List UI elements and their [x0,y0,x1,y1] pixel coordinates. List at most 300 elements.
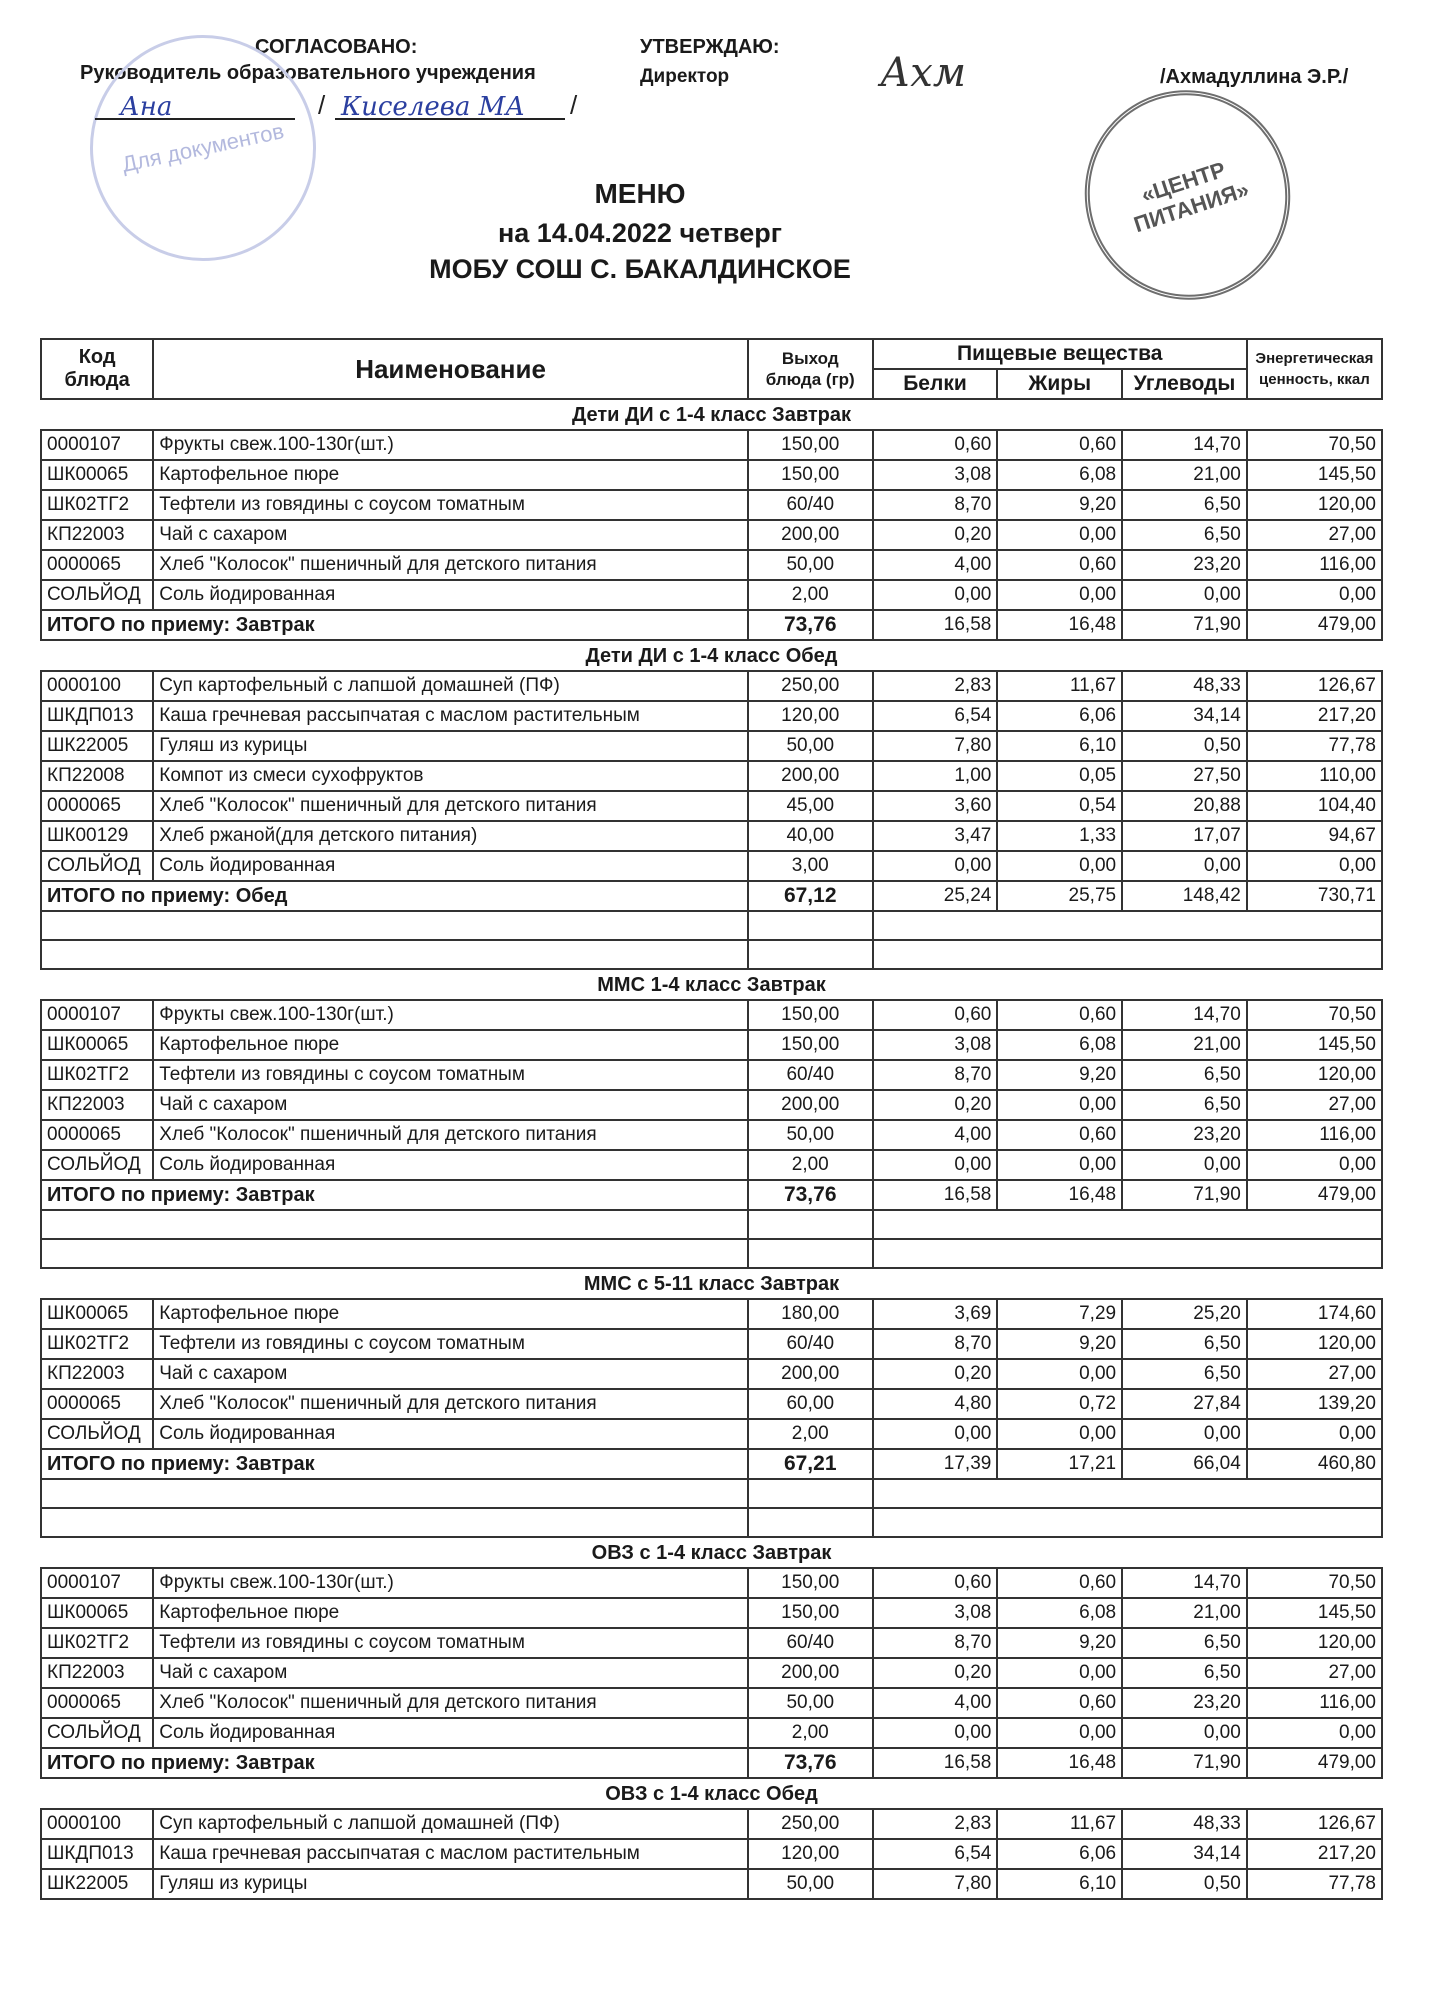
table-row [41,1658,1382,1688]
cell-yield: 60/40 [748,1329,873,1359]
cell-yield: 150,00 [748,460,873,490]
total-carbs: 71,90 [1122,610,1247,640]
cell-name: Фрукты свеж.100-130г(шт.) [153,1568,748,1598]
cell-yield: 60,00 [748,1389,873,1419]
header-code: Код блюда [41,339,153,399]
cell-code: 0000065 [41,1389,153,1419]
cell-fats: 0,60 [997,1688,1122,1718]
table-row [41,550,1382,580]
cell-carbs: 21,00 [1122,1030,1247,1060]
table-row [41,1120,1382,1150]
cell-energy: 116,00 [1247,1688,1382,1718]
section-header [41,640,1382,671]
cell-code: ШК00065 [41,1598,153,1628]
cell-fats: 0,60 [997,1000,1122,1030]
cell-name: Соль йодированная [153,1150,748,1180]
cell-energy: 104,40 [1247,791,1382,821]
cell-name: Тефтели из говядины с соусом томатным [153,1628,748,1658]
total-carbs: 71,90 [1122,1180,1247,1210]
cell-yield: 60/40 [748,490,873,520]
cell-energy: 116,00 [1247,550,1382,580]
total-row [41,881,1382,911]
cell-code: ШК00065 [41,1299,153,1329]
cell-code: КП22003 [41,1090,153,1120]
section-title: ОВЗ с 1-4 класс Обед [41,1778,1382,1809]
cell-name: Хлеб "Колосок" пшеничный для детского питания [153,550,748,580]
menu-date: на 14.04.2022 четверг [497,218,782,248]
cell-energy: 0,00 [1247,851,1382,881]
agreed-subtitle: Руководитель образовательного учреждения [80,62,536,84]
cell-name: Чай с сахаром [153,1359,748,1389]
cell-fats: 0,00 [997,851,1122,881]
cell-name: Хлеб ржаной(для детского питания) [153,821,748,851]
cell-proteins: 8,70 [873,1060,998,1090]
table-row [41,1839,1382,1869]
cell-name: Каша гречневая рассыпчатая с маслом растительным [153,1839,748,1869]
cell-energy: 217,20 [1247,701,1382,731]
cell-carbs: 0,00 [1122,1419,1247,1449]
cell-code: 0000107 [41,1568,153,1598]
cell-fats: 11,67 [997,671,1122,701]
cell-yield: 45,00 [748,791,873,821]
cell-proteins: 0,00 [873,1419,998,1449]
blank-cell [748,1479,873,1508]
table-row [41,490,1382,520]
blank-cell [873,940,1382,969]
cell-name: Гуляш из курицы [153,1869,748,1899]
blank-cell [873,1239,1382,1268]
cell-energy: 0,00 [1247,1150,1382,1180]
cell-fats: 0,00 [997,1090,1122,1120]
cell-proteins: 3,69 [873,1299,998,1329]
cell-carbs: 34,14 [1122,1839,1247,1869]
menu-table [40,338,1383,1900]
cell-yield: 60/40 [748,1060,873,1090]
cell-carbs: 27,84 [1122,1389,1247,1419]
cell-energy: 0,00 [1247,580,1382,610]
table-row [41,1299,1382,1329]
cell-energy: 27,00 [1247,1658,1382,1688]
table-row [41,701,1382,731]
section-header [41,1778,1382,1809]
cell-name: Каша гречневая рассыпчатая с маслом растительным [153,701,748,731]
blank-cell [41,911,748,940]
cell-carbs: 48,33 [1122,1809,1247,1839]
cell-fats: 9,20 [997,490,1122,520]
cell-code: СОЛЬЙОД [41,1150,153,1180]
cell-code: СОЛЬЙОД [41,851,153,881]
total-row [41,1449,1382,1479]
section-header [41,969,1382,1000]
approve-title: УТВЕРЖДАЮ: [640,36,780,58]
cell-proteins: 2,83 [873,1809,998,1839]
cell-code: 0000065 [41,1688,153,1718]
cell-energy: 174,60 [1247,1299,1382,1329]
slash-divider: / [570,90,578,120]
cell-proteins: 4,00 [873,1120,998,1150]
cell-energy: 77,78 [1247,731,1382,761]
cell-fats: 9,20 [997,1329,1122,1359]
total-label: ИТОГО по приему: Завтрак [41,1180,748,1210]
cell-carbs: 25,20 [1122,1299,1247,1329]
header-carbs: Углеводы [1122,369,1247,399]
cell-carbs: 6,50 [1122,1359,1247,1389]
director-name: /Ахмадуллина Э.Р./ [1160,66,1349,88]
table-row [41,430,1382,460]
cell-carbs: 23,20 [1122,1688,1247,1718]
cell-energy: 116,00 [1247,1120,1382,1150]
table-row [41,671,1382,701]
total-fats: 16,48 [997,1748,1122,1778]
cell-name: Соль йодированная [153,1718,748,1748]
cell-proteins: 0,20 [873,520,998,550]
cell-carbs: 6,50 [1122,490,1247,520]
cell-fats: 6,06 [997,701,1122,731]
cell-proteins: 7,80 [873,731,998,761]
cell-code: КП22003 [41,1658,153,1688]
total-proteins: 16,58 [873,1748,998,1778]
menu-body [41,399,1382,1899]
cell-carbs: 0,50 [1122,1869,1247,1899]
cell-proteins: 2,83 [873,671,998,701]
cell-fats: 0,05 [997,761,1122,791]
cell-proteins: 0,00 [873,1718,998,1748]
cell-yield: 60/40 [748,1628,873,1658]
cell-fats: 0,00 [997,1419,1122,1449]
cell-carbs: 0,00 [1122,580,1247,610]
cell-code: ШК00129 [41,821,153,851]
cell-proteins: 0,00 [873,851,998,881]
blank-row [41,1239,1382,1268]
total-energy: 479,00 [1247,1180,1382,1210]
total-row [41,610,1382,640]
cell-name: Хлеб "Колосок" пшеничный для детского питания [153,1120,748,1150]
menu-title: МЕНЮ [594,178,686,209]
section-title: ОВЗ с 1-4 класс Завтрак [41,1537,1382,1568]
agreed-signature-line [95,92,295,120]
cell-code: ШК00065 [41,1030,153,1060]
cell-carbs: 14,70 [1122,1568,1247,1598]
blank-row [41,911,1382,940]
cell-energy: 126,67 [1247,671,1382,701]
cell-carbs: 21,00 [1122,1598,1247,1628]
table-row [41,1718,1382,1748]
table-row [41,1419,1382,1449]
cell-code: ШК22005 [41,731,153,761]
cell-name: Тефтели из говядины с соусом томатным [153,490,748,520]
cell-yield: 200,00 [748,1090,873,1120]
cell-yield: 200,00 [748,1359,873,1389]
cell-proteins: 4,00 [873,550,998,580]
cell-name: Картофельное пюре [153,1030,748,1060]
cell-name: Соль йодированная [153,580,748,610]
cell-proteins: 0,60 [873,1568,998,1598]
table-row [41,1329,1382,1359]
cell-name: Фрукты свеж.100-130г(шт.) [153,1000,748,1030]
blank-row [41,1479,1382,1508]
cell-yield: 150,00 [748,1598,873,1628]
total-energy: 730,71 [1247,881,1382,911]
cell-proteins: 4,00 [873,1688,998,1718]
total-proteins: 25,24 [873,881,998,911]
section-header [41,399,1382,430]
cell-fats: 0,60 [997,1120,1122,1150]
cell-energy: 126,67 [1247,1809,1382,1839]
table-row [41,1568,1382,1598]
table-row [41,761,1382,791]
cell-name: Суп картофельный с лапшой домашней (ПФ) [153,1809,748,1839]
cell-name: Гуляш из курицы [153,731,748,761]
cell-proteins: 0,60 [873,1000,998,1030]
stamp-left-text: Для документов [119,118,287,177]
cell-name: Хлеб "Колосок" пшеничный для детского питания [153,1688,748,1718]
cell-energy: 94,67 [1247,821,1382,851]
blank-cell [41,1210,748,1239]
school-name: МОБУ СОШ С. БАКАЛДИНСКОЕ [429,254,851,284]
blank-cell [41,1508,748,1537]
cell-energy: 120,00 [1247,1628,1382,1658]
cell-yield: 120,00 [748,1839,873,1869]
cell-yield: 2,00 [748,1150,873,1180]
cell-fats: 0,60 [997,1568,1122,1598]
cell-yield: 50,00 [748,550,873,580]
cell-energy: 27,00 [1247,520,1382,550]
header-yield: Выход блюда (гр) [748,339,873,399]
header-fats: Жиры [997,369,1122,399]
table-row [41,1869,1382,1899]
cell-fats: 0,00 [997,1718,1122,1748]
cell-name: Чай с сахаром [153,520,748,550]
blank-cell [41,1239,748,1268]
cell-proteins: 7,80 [873,1869,998,1899]
cell-energy: 27,00 [1247,1090,1382,1120]
cell-energy: 70,50 [1247,430,1382,460]
total-yield: 73,76 [748,610,873,640]
cell-name: Соль йодированная [153,851,748,881]
cell-fats: 6,10 [997,731,1122,761]
approve-subtitle: Директор [640,66,730,87]
cell-yield: 150,00 [748,1000,873,1030]
slash-divider: / [318,90,326,120]
cell-carbs: 0,50 [1122,731,1247,761]
total-carbs: 148,42 [1122,881,1247,911]
blank-cell [748,1508,873,1537]
cell-yield: 120,00 [748,701,873,731]
cell-fats: 0,54 [997,791,1122,821]
cell-yield: 50,00 [748,1120,873,1150]
table-row [41,1628,1382,1658]
cell-yield: 200,00 [748,1658,873,1688]
cell-fats: 0,60 [997,430,1122,460]
table-row [41,460,1382,490]
cell-proteins: 8,70 [873,1628,998,1658]
cell-proteins: 1,00 [873,761,998,791]
total-label: ИТОГО по приему: Обед [41,881,748,911]
cell-proteins: 0,00 [873,1150,998,1180]
cell-code: ШК02ТГ2 [41,490,153,520]
section-header [41,1537,1382,1568]
cell-energy: 0,00 [1247,1718,1382,1748]
cell-yield: 250,00 [748,1809,873,1839]
cell-code: 0000065 [41,791,153,821]
cell-fats: 9,20 [997,1060,1122,1090]
cell-carbs: 27,50 [1122,761,1247,791]
total-energy: 479,00 [1247,1748,1382,1778]
cell-proteins: 3,08 [873,460,998,490]
cell-code: 0000100 [41,671,153,701]
cell-carbs: 0,00 [1122,1718,1247,1748]
total-row [41,1748,1382,1778]
cell-code: СОЛЬЙОД [41,1718,153,1748]
table-row [41,1598,1382,1628]
cell-name: Хлеб "Колосок" пшеничный для детского питания [153,791,748,821]
total-carbs: 66,04 [1122,1449,1247,1479]
cell-proteins: 3,08 [873,1030,998,1060]
cell-energy: 217,20 [1247,1839,1382,1869]
cell-carbs: 17,07 [1122,821,1247,851]
table-row [41,520,1382,550]
table-row [41,1688,1382,1718]
table-row [41,791,1382,821]
cell-fats: 7,29 [997,1299,1122,1329]
total-fats: 17,21 [997,1449,1122,1479]
table-row [41,1090,1382,1120]
total-label: ИТОГО по приему: Завтрак [41,1449,748,1479]
cell-name: Хлеб "Колосок" пшеничный для детского питания [153,1389,748,1419]
cell-fats: 1,33 [997,821,1122,851]
cell-carbs: 23,20 [1122,550,1247,580]
cell-name: Тефтели из говядины с соусом томатным [153,1329,748,1359]
cell-yield: 150,00 [748,1568,873,1598]
cell-code: 0000107 [41,430,153,460]
total-energy: 479,00 [1247,610,1382,640]
total-label: ИТОГО по приему: Завтрак [41,610,748,640]
blank-cell [41,1479,748,1508]
cell-fats: 6,08 [997,1030,1122,1060]
cell-proteins: 3,47 [873,821,998,851]
cell-fats: 0,00 [997,520,1122,550]
cell-fats: 0,72 [997,1389,1122,1419]
table-row [41,1389,1382,1419]
table-row [41,1030,1382,1060]
cell-energy: 120,00 [1247,490,1382,520]
cell-code: КП22003 [41,520,153,550]
agreed-signature-name-line [335,92,565,120]
agreed-signature-name: Киселева МА [341,92,525,122]
cell-name: Суп картофельный с лапшой домашней (ПФ) [153,671,748,701]
cell-energy: 0,00 [1247,1419,1382,1449]
cell-carbs: 6,50 [1122,520,1247,550]
total-yield: 73,76 [748,1180,873,1210]
cell-yield: 200,00 [748,520,873,550]
cell-name: Картофельное пюре [153,1299,748,1329]
cell-energy: 70,50 [1247,1568,1382,1598]
cell-carbs: 48,33 [1122,671,1247,701]
agreed-title: СОГЛАСОВАНО: [255,36,418,58]
total-label: ИТОГО по приему: Завтрак [41,1748,748,1778]
blank-cell [873,1508,1382,1537]
cell-proteins: 0,00 [873,580,998,610]
cell-fats: 6,06 [997,1839,1122,1869]
total-energy: 460,80 [1247,1449,1382,1479]
section-title: Дети ДИ с 1-4 класс Завтрак [41,399,1382,430]
blank-cell [748,1239,873,1268]
cell-carbs: 6,50 [1122,1329,1247,1359]
agreed-signature: Ана [120,92,173,122]
cell-carbs: 6,50 [1122,1628,1247,1658]
cell-yield: 250,00 [748,671,873,701]
table-row [41,851,1382,881]
section-header [41,1268,1382,1299]
cell-proteins: 6,54 [873,701,998,731]
blank-row [41,940,1382,969]
cell-proteins: 8,70 [873,1329,998,1359]
table-row [41,1150,1382,1180]
cell-code: ШКДП013 [41,1839,153,1869]
cell-energy: 77,78 [1247,1869,1382,1899]
cell-proteins: 8,70 [873,490,998,520]
cell-energy: 145,50 [1247,1030,1382,1060]
total-row [41,1180,1382,1210]
cell-code: КП22008 [41,761,153,791]
cell-proteins: 0,20 [873,1359,998,1389]
cell-yield: 200,00 [748,761,873,791]
table-row [41,1809,1382,1839]
cell-carbs: 0,00 [1122,851,1247,881]
cell-code: СОЛЬЙОД [41,580,153,610]
director-signature: Ахм [880,50,967,96]
header-name: Наименование [153,339,748,399]
cell-fats: 6,10 [997,1869,1122,1899]
cell-yield: 50,00 [748,731,873,761]
section-title: ММС с 5-11 класс Завтрак [41,1268,1382,1299]
cell-code: ШК02ТГ2 [41,1329,153,1359]
stamp-right-text: «ЦЕНТР ПИТАНИЯ» [1130,156,1252,238]
cell-proteins: 0,60 [873,430,998,460]
cell-carbs: 20,88 [1122,791,1247,821]
cell-fats: 9,20 [997,1628,1122,1658]
cell-fats: 6,08 [997,460,1122,490]
cell-yield: 50,00 [748,1688,873,1718]
cell-energy: 120,00 [1247,1060,1382,1090]
cell-code: ШК22005 [41,1869,153,1899]
table-row [41,1000,1382,1030]
cell-fats: 0,00 [997,1658,1122,1688]
header-proteins: Белки [873,369,998,399]
cell-yield: 2,00 [748,1718,873,1748]
cell-code: 0000065 [41,550,153,580]
cell-name: Компот из смеси сухофруктов [153,761,748,791]
cell-carbs: 23,20 [1122,1120,1247,1150]
cell-name: Фрукты свеж.100-130г(шт.) [153,430,748,460]
cell-energy: 110,00 [1247,761,1382,791]
header-energy: Энергетическая ценность, ккал [1247,339,1382,399]
cell-name: Картофельное пюре [153,1598,748,1628]
total-proteins: 17,39 [873,1449,998,1479]
cell-code: 0000065 [41,1120,153,1150]
cell-name: Соль йодированная [153,1419,748,1449]
cell-energy: 70,50 [1247,1000,1382,1030]
total-yield: 73,76 [748,1748,873,1778]
blank-cell [748,940,873,969]
cell-fats: 11,67 [997,1809,1122,1839]
cell-code: СОЛЬЙОД [41,1419,153,1449]
cell-proteins: 0,20 [873,1090,998,1120]
cell-proteins: 3,08 [873,1598,998,1628]
cell-carbs: 21,00 [1122,460,1247,490]
blank-cell [873,1210,1382,1239]
cell-fats: 0,00 [997,580,1122,610]
